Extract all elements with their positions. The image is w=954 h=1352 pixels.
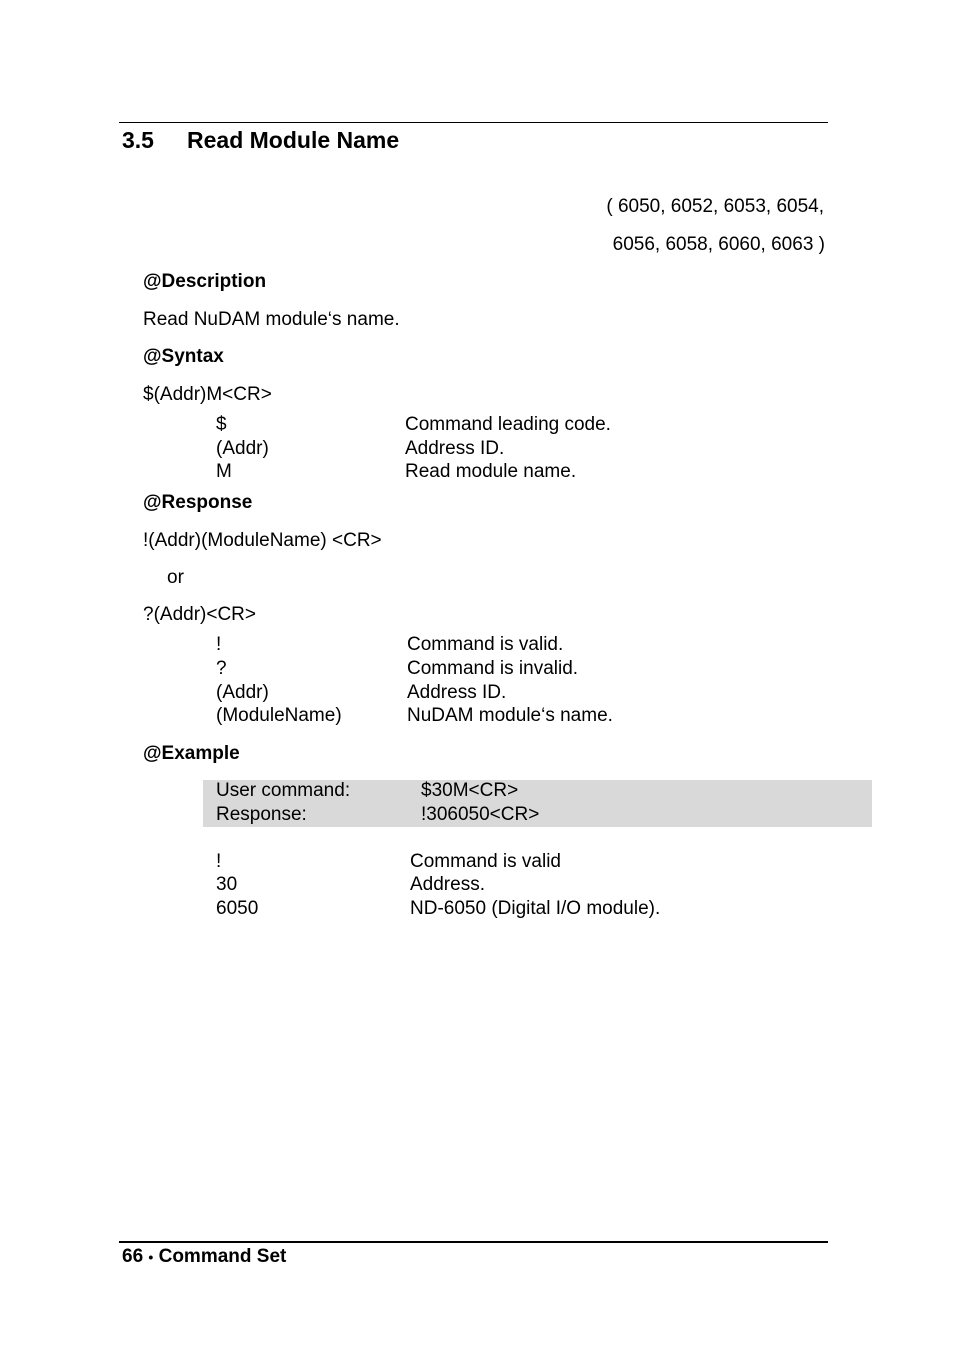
param-key: ? [216,658,227,679]
example-heading: @Example [143,743,240,764]
param-desc: Command leading code. [405,414,611,435]
param-desc: NuDAM module‘s name. [407,705,613,726]
param-key: 30 [216,874,238,895]
models-line-2: 6056, 6058, 6060, 6063 ) [612,234,825,255]
param-key: (Addr) [216,438,269,459]
example-response-value: !306050<CR> [421,804,540,825]
example-user-command-value: $30M<CR> [421,780,519,801]
param-key: 6050 [216,898,259,919]
section-number: 3.5 [122,127,154,153]
param-key: $ [216,414,227,435]
footer-rule [119,1241,828,1243]
param-desc: Address ID. [405,438,505,459]
param-desc: ND-6050 (Digital I/O module). [410,898,661,919]
bullet-icon: • [148,1249,154,1265]
param-desc: Command is valid [410,851,561,872]
response-or: or [167,567,184,588]
param-desc: Read module name. [405,461,577,482]
param-desc: Command is valid. [407,634,564,655]
param-desc: Address ID. [407,682,507,703]
footer-title: Command Set [158,1246,287,1267]
syntax-heading: @Syntax [143,346,224,367]
description-text: Read NuDAM module‘s name. [143,309,400,330]
response-invalid: ?(Addr)<CR> [143,604,256,625]
models-line-1: ( 6050, 6052, 6053, 6054, [606,196,824,217]
response-heading: @Response [143,492,253,513]
example-response-label: Response: [216,804,307,825]
param-desc: Command is invalid. [407,658,579,679]
param-key: (ModuleName) [216,705,342,726]
response-valid: !(Addr)(ModuleName) <CR> [143,530,382,551]
param-desc: Address. [410,874,485,895]
param-key: ! [216,634,222,655]
param-key: (Addr) [216,682,269,703]
param-key: ! [216,851,222,872]
header-rule [119,122,828,123]
syntax-command: $(Addr)M<CR> [143,384,272,405]
description-heading: @Description [143,271,267,292]
page-number: 66 [122,1246,144,1267]
footer [122,1246,286,1268]
section-title: Read Module Name [187,127,400,153]
param-key: M [216,461,232,482]
example-user-command-label: User command: [216,780,351,801]
